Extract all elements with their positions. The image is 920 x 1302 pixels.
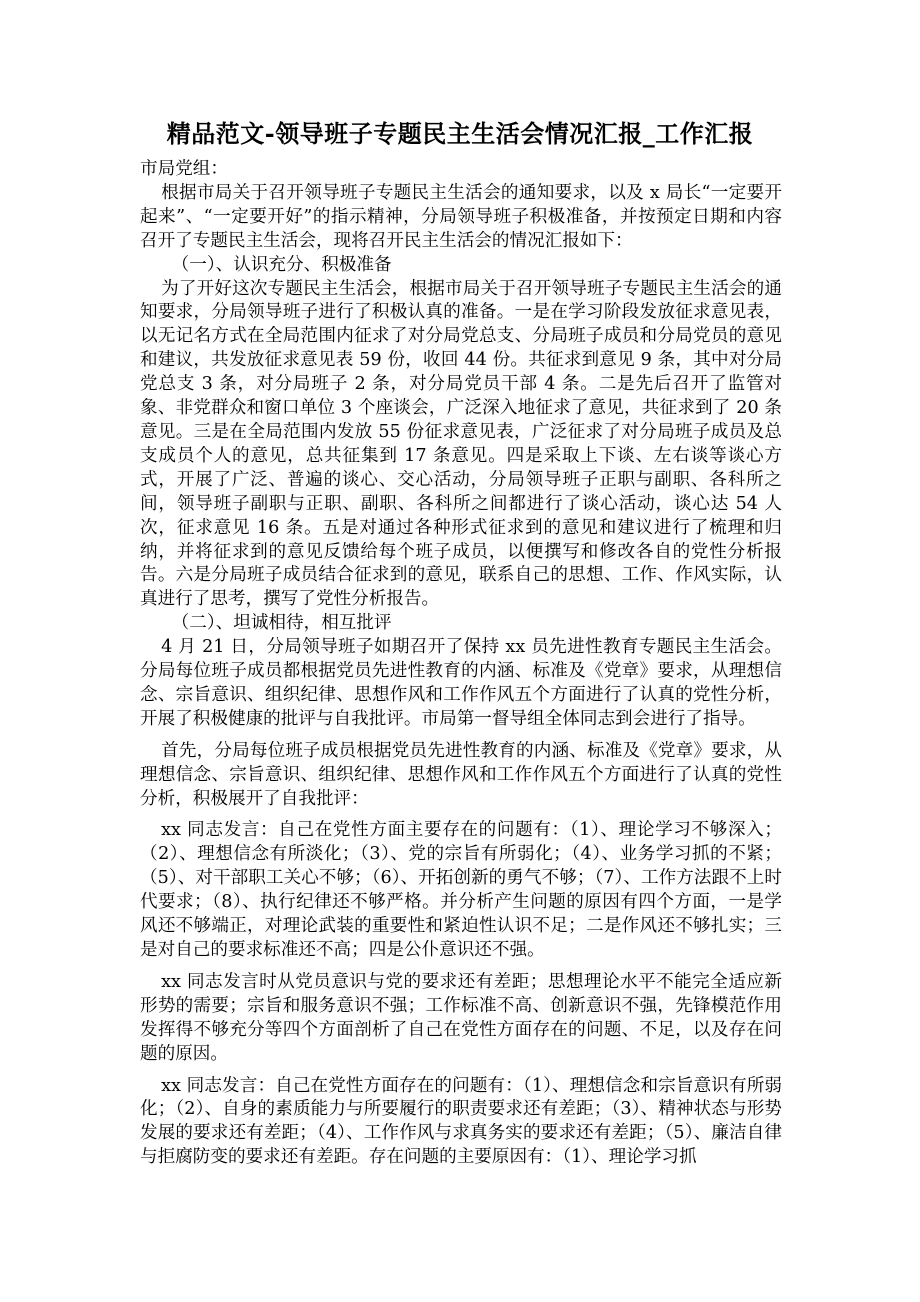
- document-title: 精品范文-领导班子专题民主生活会情况汇报_工作汇报: [166, 119, 754, 148]
- document-body: [140, 158, 782, 1170]
- intro-paragraph: 根据市局关于召开领导班子专题民主生活会的通知要求，以及 x 局长“一定要开起来”、“一定要开好”的指示精神，分局领导班子积极准备，并按预定日期和内容召开了专题民主生活会，现将召开民主生活会的情况汇报如下：: [140, 182, 782, 251]
- self-criticism-paragraph: 首先，分局每位班子成员根据党员先进性教育的内涵、标准及《党章》要求，从理想信念、宗旨意识、组织纪律、思想作风和工作作风五个方面进行了认真的党性分析，积极展开了自我批评：: [140, 740, 782, 809]
- section-heading-1: （一）、认识充分、积极准备: [171, 254, 392, 275]
- section-heading-2: （二）、坦诚相待，相互批评: [171, 613, 392, 634]
- speech-paragraph-1: xx 同志发言：自己在党性方面主要存在的问题有：（1）、理论学习不够深入；（2）、理想信念有所淡化；（3）、党的宗旨有所弱化；（4）、业务学习抓的不紧；（5）、对干部职工关心不够；（6）、开拓创新的勇气不够；（7）、工作方法跟不上时代要求；（8）、执行纪律还不够严格。并分析产生问题的原因有四个方面，一是学风还不够端正，对理论武装的重要性和紧迫性认识不足；二是作风还不够扎实；三是对自己的要求标准还不高；四是公仆意识还不强。: [140, 820, 782, 960]
- preparation-paragraph: 为了开好这次专题民主生活会，根据市局关于召开领导班子专题民主生活会的通知要求，分局领导班子进行了积极认真的准备。一是在学习阶段发放征求意见表，以无记名方式在全局范围内征求了对分局党总支、分局班子成员和分局党员的意见和建议，共发放征求意见表 59 份，收回 44 份。共征求到意见 9 条，其中对分局党总支 3 条，对分局班子 2 条，对分局党员干部 4 条。二是先后召开了监管对象、非党群众和窗口单位 3 个座谈会，广泛深入地征求了意见，共征求到了 20 条意见。三是在全局范围内发放 55 份征求意见表，广泛征求了对分局班子成员及总支成员个人的意见，总共征集到 17 条意见。四是采取上下谈、左右谈等谈心方式，开展了广泛、普遍的谈心、交心活动，分局领导班子正职与副职、各科所之间，领导班子副职与正职、副职、各科所之间都进行了谈心活动，谈心达 54 人次，征求意见 16 条。五是对通过各种形式征求到的意见和建议进行了梳理和归纳，并将征求到的意见反馈给每个班子成员，以便撰写和修改各自的党性分析报告。六是分局班子成员结合征求到的意见，联系自己的思想、工作、作风实际，认真进行了思考，撰写了党性分析报告。: [140, 278, 782, 610]
- meeting-paragraph: 4 月 21 日，分局领导班子如期召开了保持 xx 员先进性教育专题民主生活会。分局每位班子成员都根据党员先进性教育的内涵、标准及《党章》要求，从理想信念、宗旨意识、组织纪律、思想作风和工作作风五个方面进行了认真的党性分析，开展了积极健康的批评与自我批评。市局第一督导组全体同志到会进行了指导。: [140, 637, 782, 729]
- speech-paragraph-2: xx 同志发言时从党员意识与党的要求还有差距；思想理论水平不能完全适应新形势的需要；宗旨和服务意识不强；工作标准不高、创新意识不强，先锋模范作用发挥得不够充分等四个方面剖析了自己在党性方面存在的问题、不足，以及存在问题的原因。: [140, 971, 782, 1064]
- speech-paragraph-3: xx 同志发言：自己在党性方面存在的问题有：（1）、理想信念和宗旨意识有所弱化；（2）、自身的素质能力与所要履行的职责要求还有差距；（3）、精神状态与形势发展的要求还有差距；（4）、工作作风与求真务实的要求还有差距；（5）、廉洁自律与拒腐防变的要求还有差距。存在问题的主要原因有：（1）、理论学习抓: [140, 1075, 782, 1168]
- salutation: 市局党组：: [140, 159, 228, 179]
